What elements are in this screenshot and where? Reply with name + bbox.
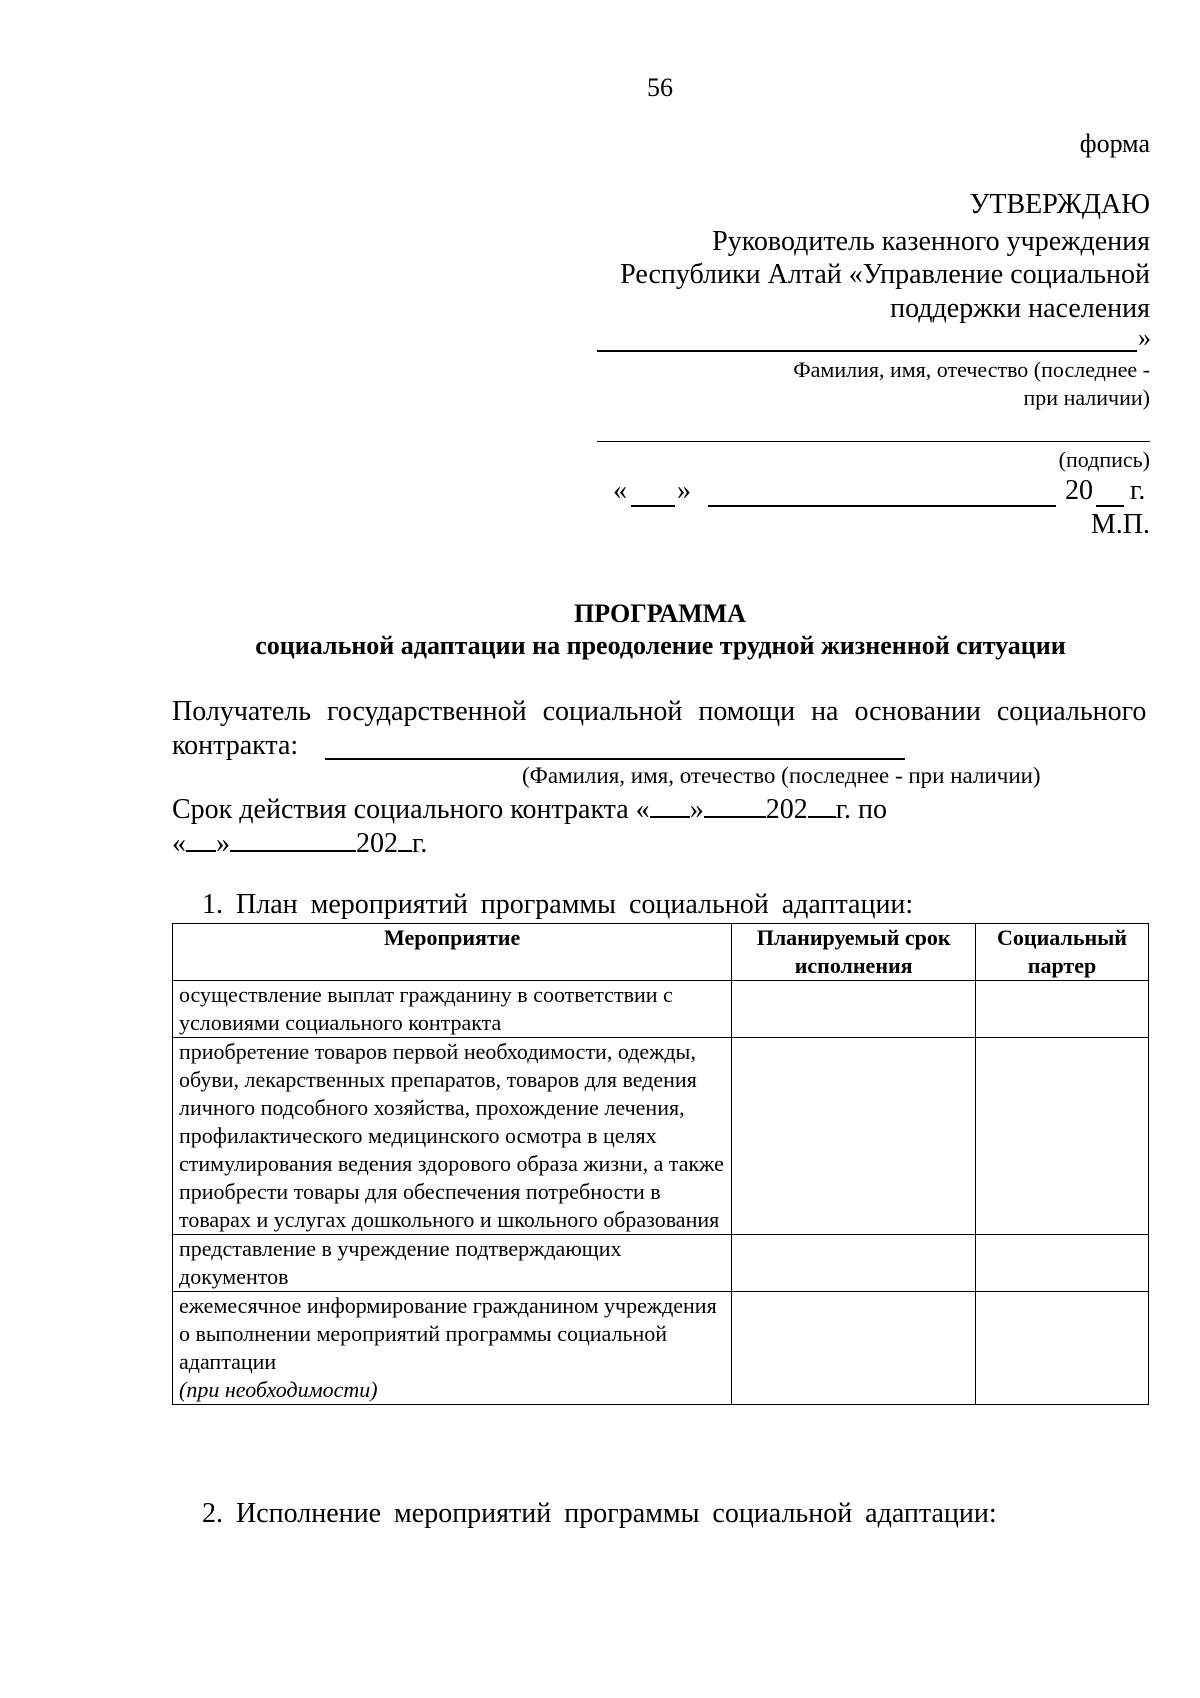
term-line-1 — [172, 792, 887, 827]
term-line-2-mid: » — [216, 828, 230, 859]
recipient-line-1: Получатель государственной социальной помощи на основании социального — [172, 696, 1147, 727]
table-row — [173, 1292, 1149, 1405]
director-name-line — [597, 350, 1137, 352]
form-label: форма — [1079, 129, 1150, 158]
term-cell — [732, 981, 976, 1038]
section-2-title: 2. Исполнение мероприятий программы социальной адаптации: — [202, 1498, 997, 1529]
recipient-name-line — [325, 758, 905, 760]
table-row — [173, 1235, 1149, 1292]
year-prefix: 20 — [1065, 475, 1093, 506]
activity-cell — [173, 1292, 732, 1405]
partner-cell — [976, 981, 1149, 1038]
term-start-year-blank — [808, 792, 836, 818]
term-line-1-end: г. по — [835, 794, 887, 825]
year-line — [1096, 505, 1124, 507]
term-line-2 — [172, 826, 427, 861]
date-close-quote: » — [677, 475, 691, 506]
table-header-row — [173, 924, 1149, 981]
table-row — [173, 1038, 1149, 1235]
activity-text: ежемесячное информирование гражданином учреждения о выполнении мероприятий программы социальной адаптации — [179, 1293, 717, 1374]
term-line-1-text: Срок действия социального контракта « — [172, 794, 650, 825]
term-end-year: 202 — [356, 828, 398, 859]
term-end-year-blank — [398, 826, 412, 852]
fio-caption-1: Фамилия, имя, отечество (последнее - — [793, 357, 1150, 382]
term-start-day-blank — [650, 792, 690, 818]
signature-caption: (подпись) — [1058, 447, 1150, 472]
activity-cell: представление в учреждение подтверждающих документов — [173, 1235, 732, 1292]
term-line-1-mid: » — [689, 794, 704, 825]
term-cell — [732, 1235, 976, 1292]
term-end-month-blank — [230, 826, 356, 852]
date-open-quote: « — [613, 475, 627, 506]
page-number: 56 — [647, 73, 673, 102]
approval-line-1: Руководитель казенного учреждения — [712, 226, 1150, 257]
signature-line — [597, 441, 1150, 442]
program-title: ПРОГРАММА — [574, 599, 746, 628]
header-activity: Мероприятие — [173, 924, 732, 981]
approval-line-2: Республики Алтай «Управление социальной — [620, 259, 1150, 290]
partner-cell — [976, 1292, 1149, 1405]
table-row — [173, 981, 1149, 1038]
year-suffix: г. — [1130, 475, 1146, 506]
approval-line-3: поддержки населения — [890, 293, 1150, 324]
partner-cell — [976, 1235, 1149, 1292]
term-start-month-blank — [704, 792, 766, 818]
partner-cell — [976, 1038, 1149, 1235]
section-1-title: 1. План мероприятий программы социальной адаптации: — [202, 889, 914, 920]
stamp-label: М.П. — [1090, 509, 1150, 540]
term-start-year: 202 — [765, 794, 808, 825]
close-quote: » — [1138, 323, 1151, 352]
recipient-label: контракта: — [172, 730, 299, 761]
term-line-2-end: г. — [412, 828, 428, 859]
fio-caption-2: при наличии) — [1023, 385, 1150, 410]
activity-cell: осуществление выплат гражданину в соответствии с условиями социального контракта — [173, 981, 732, 1038]
approval-heading: УТВЕРЖДАЮ — [969, 189, 1150, 220]
date-day-line — [631, 505, 675, 507]
activity-cell: приобретение товаров первой необходимости, одежды, обуви, лекарственных препаратов, товаров для ведения личного подсобного хозяйства, прохождение лечения, профилактического медицинского осмотра в целях стимулирования ведения здорового образа жизни, а также приобрести товары для обеспечения потребности в товарах и услугах дошкольного и школьного образования — [173, 1038, 732, 1235]
term-line-2-open: « — [172, 828, 186, 859]
header-partner: Социальный партер — [976, 924, 1149, 981]
activity-note: (при необходимости) — [179, 1377, 378, 1402]
recipient-caption: (Фамилия, имя, отечество (последнее - при наличии) — [522, 763, 1041, 788]
term-end-day-blank — [186, 826, 216, 852]
program-subtitle: социальной адаптации на преодоление трудной жизненной ситуации — [255, 631, 1066, 660]
date-month-line — [708, 505, 1056, 507]
header-term: Планируемый срок исполнения — [732, 924, 976, 981]
term-cell — [732, 1038, 976, 1235]
term-cell — [732, 1292, 976, 1405]
plan-table — [172, 923, 1149, 1405]
